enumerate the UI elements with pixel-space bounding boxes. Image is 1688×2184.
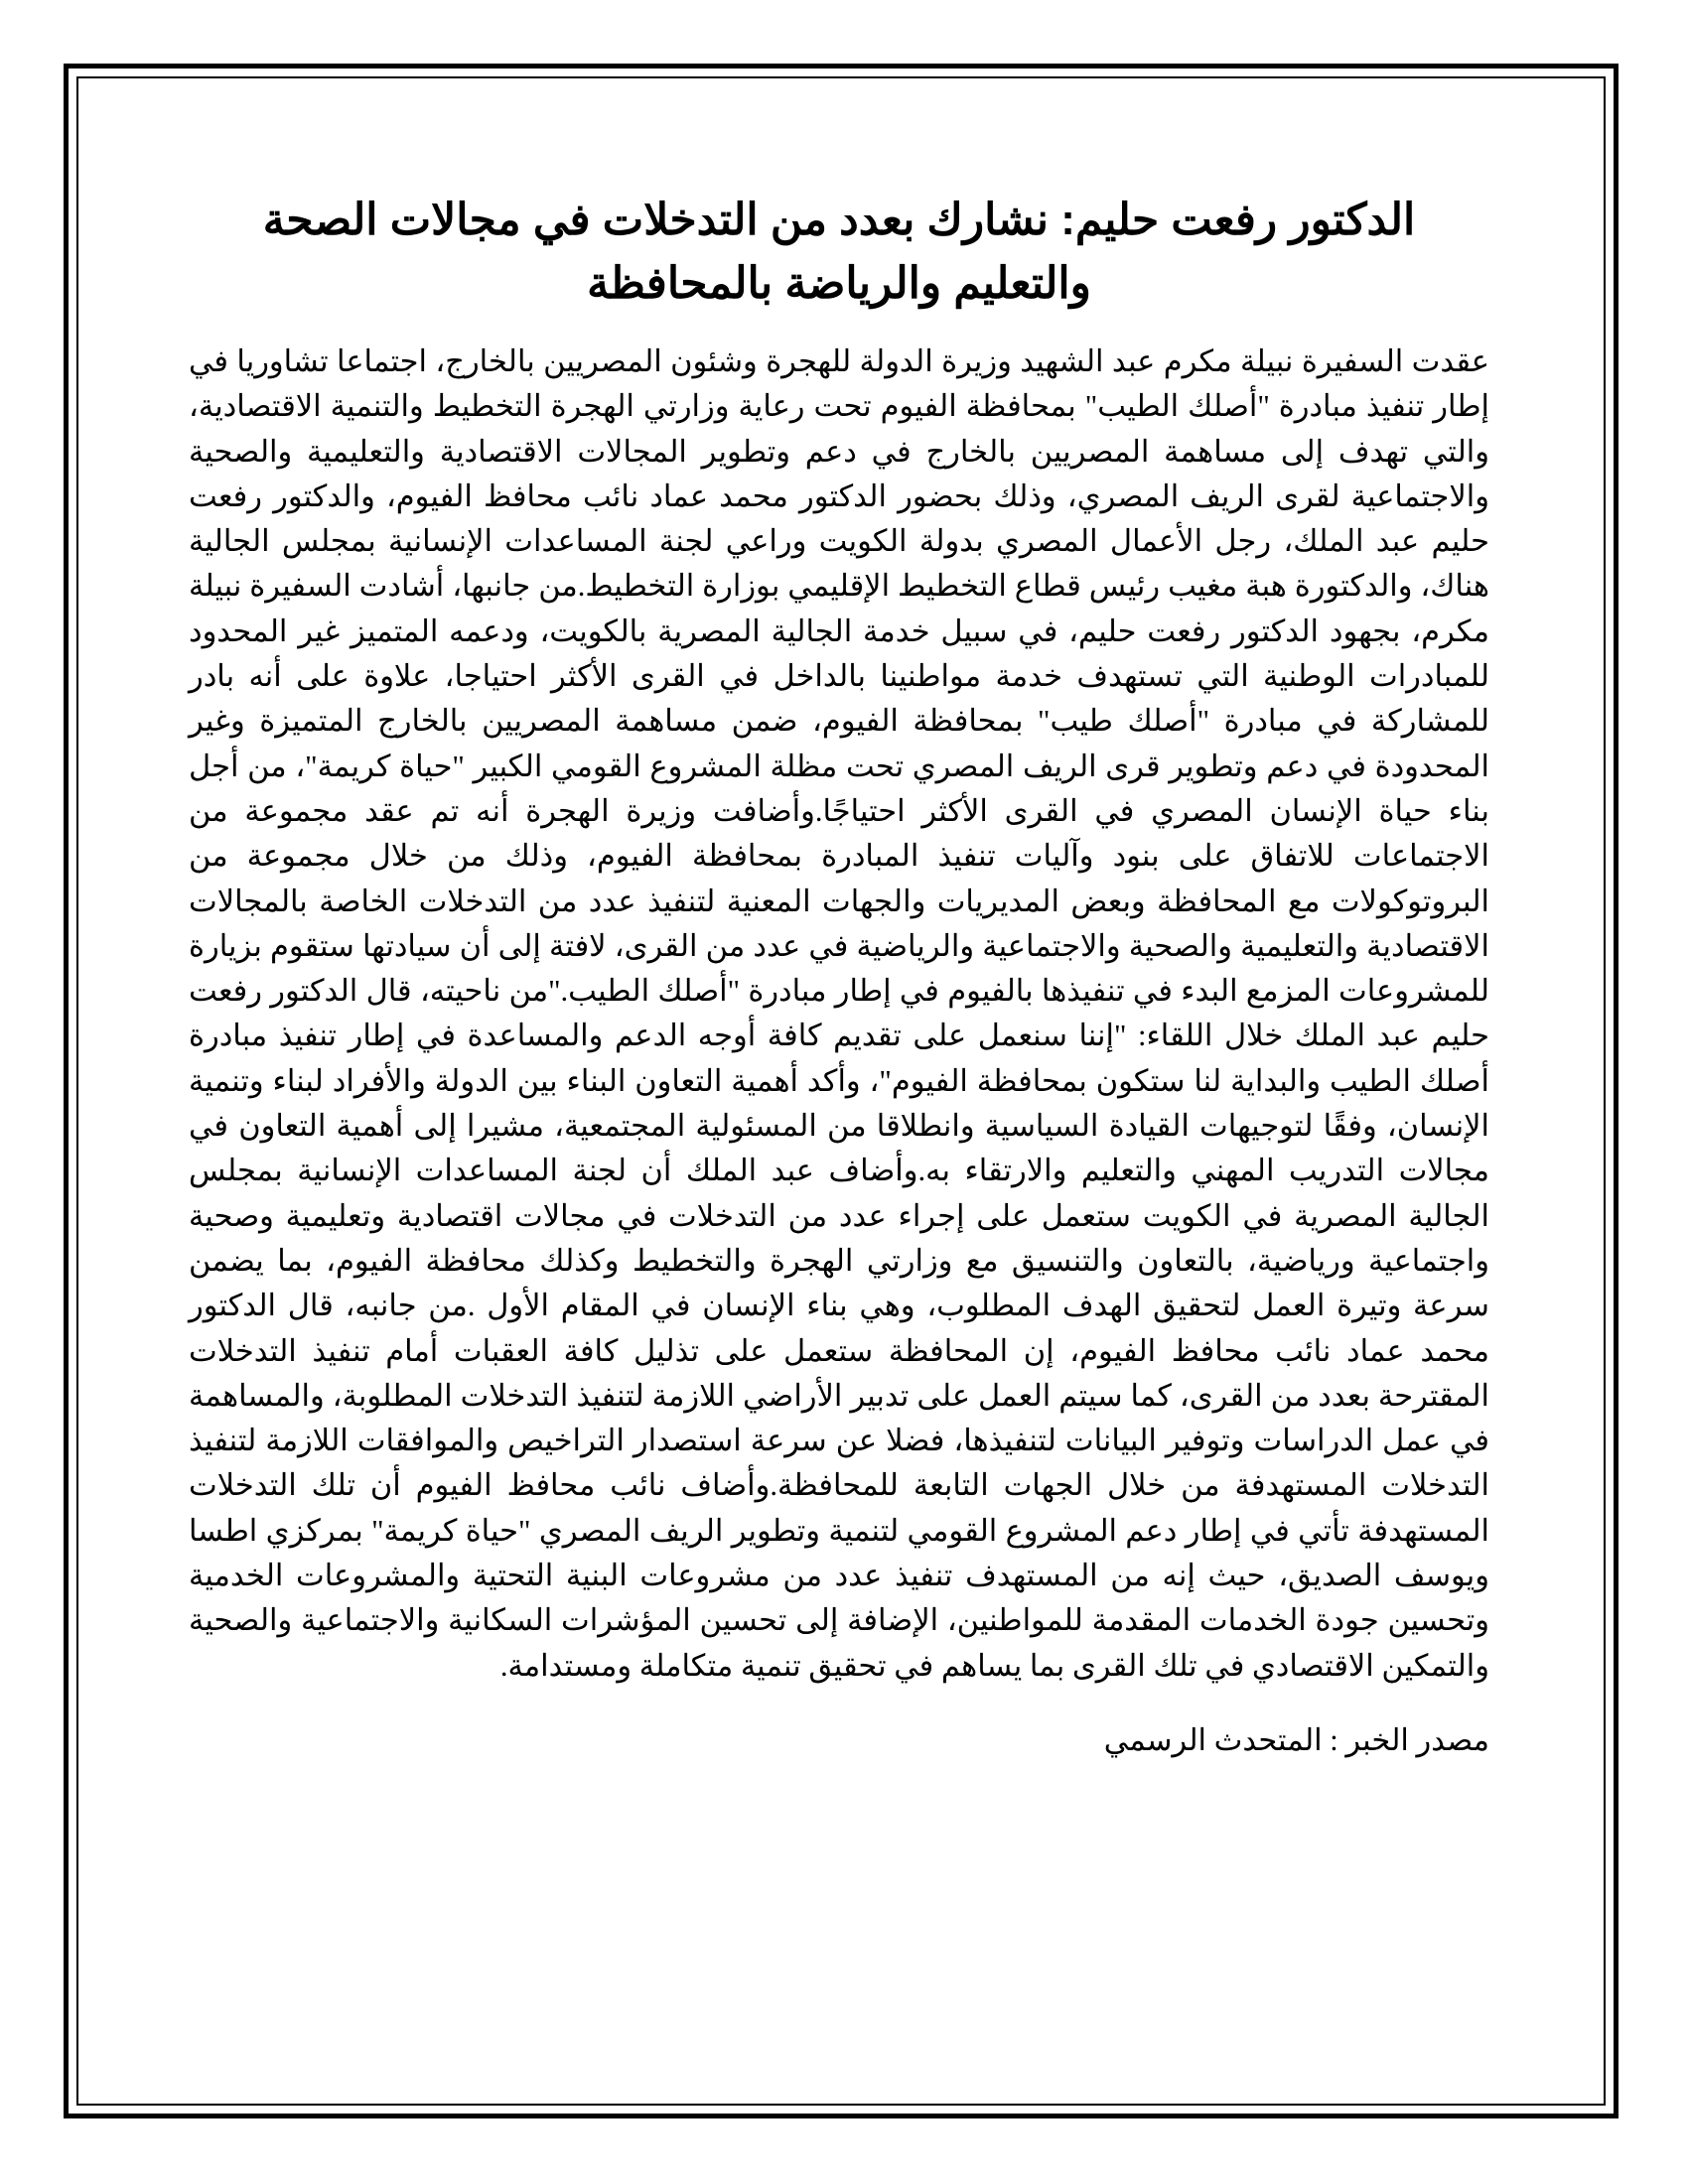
article — [189, 189, 1489, 1763]
news-source: مصدر الخبر : المتحدث الرسمي — [1103, 1722, 1489, 1757]
article-body: عقدت السفيرة نبيلة مكرم عبد الشهيد وزيرة الدولة للهجرة وشئون المصريين بالخارج، اجتماعا تشاوريا في إطار تنفيذ مبادرة "أصلك الطيب" بمحافظة الفيوم تحت رعاية وزارتي الهجرة التخطيط والتنمية الاقتصادية، والتي تهدف إلى مساهمة المصريين بالخارج في دعم وتطوير المجالات الاقتصادية والتعليمية والصحية والاجتماعية لقرى الريف المصري، وذلك بحضور الدكتور محمد عماد نائب محافظ الفيوم، والدكتور رفعت حليم عبد الملك، رجل الأعمال المصري بدولة الكويت وراعي لجنة المساعدات الإنسانية بمجلس الجالية هناك، والدكتورة هبة مغيب رئيس قطاع التخطيط الإقليمي بوزارة التخطيط.من جانبها، أشادت السفيرة نبيلة مكرم، بجهود الدكتور رفعت حليم، في سبيل خدمة الجالية المصرية بالكويت، ودعمه المتميز غير المحدود للمبادرات الوطنية التي تستهدف خدمة مواطنينا بالداخل في القرى الأكثر احتياجا، علاوة على أنه بادر للمشاركة في مبادرة "أصلك طيب" بمحافظة الفيوم، ضمن مساهمة المصريين بالخارج المتميزة وغير المحدودة في دعم وتطوير قرى الريف المصري تحت مظلة المشروع القومي الكبير "حياة كريمة"، من أجل بناء حياة الإنسان المصري في القرى الأكثر احتياجًا.وأضافت وزيرة الهجرة أنه تم عقد مجموعة من الاجتماعات للاتفاق على بنود وآليات تنفيذ المبادرة بمحافظة الفيوم، وذلك من خلال مجموعة من البروتوكولات مع المحافظة وبعض المديريات والجهات المعنية لتنفيذ عدد من التدخلات الخاصة بالمجالات الاقتصادية والتعليمية والصحية والاجتماعية والرياضية في عدد من القرى، لافتة إلى أن سيادتها ستقوم بزيارة للمشروعات المزمع البدء في تنفيذها بالفيوم في إطار مبادرة "أصلك الطيب."من ناحيته، قال الدكتور رفعت حليم عبد الملك خلال اللقاء: "إننا سنعمل على تقديم كافة أوجه الدعم والمساعدة في إطار تنفيذ مبادرة أصلك الطيب والبداية لنا ستكون بمحافظة الفيوم"، وأكد أهمية التعاون البناء بين الدولة والأفراد لبناء وتنمية الإنسان، وفقًا لتوجيهات القيادة السياسية وانطلاقا من المسئولية المجتمعية، مشيرا إلى أهمية التعاون في مجالات التدريب المهني والتعليم والارتقاء به.وأضاف عبد الملك أن لجنة المساعدات الإنسانية بمجلس الجالية المصرية في الكويت ستعمل على إجراء عدد من التدخلات في مجالات اقتصادية وتعليمية وصحية واجتماعية ورياضية، بالتعاون والتنسيق مع وزارتي الهجرة والتخطيط وكذلك محافظة الفيوم، بما يضمن سرعة وتيرة العمل لتحقيق الهدف المطلوب، وهي بناء الإنسان في المقام الأول .من جانبه، قال الدكتور محمد عماد نائب محافظ الفيوم، إن المحافظة ستعمل على تذليل كافة العقبات أمام تنفيذ التدخلات المقترحة بعدد من القرى، كما سيتم العمل على تدبير الأراضي اللازمة لتنفيذ التدخلات المطلوبة، والمساهمة في عمل الدراسات وتوفير البيانات لتنفيذها، فضلا عن سرعة استصدار التراخيص والموافقات اللازمة لتنفيذ التدخلات المستهدفة من خلال الجهات التابعة للمحافظة.وأضاف نائب محافظ الفيوم أن تلك التدخلات المستهدفة تأتي في إطار دعم المشروع القومي لتنمية وتطوير الريف المصري "حياة كريمة" بمركزي اطسا ويوسف الصديق، حيث إنه من المستهدف تنفيذ عدد من مشروعات البنية التحتية والمشروعات الخدمية وتحسين جودة الخدمات المقدمة للمواطنين، الإضافة إلى تحسين المؤشرات السكانية والاجتماعية والصحية والتمكين الاقتصادي في تلك القرى بما يساهم في تحقيق تنمية متكاملة ومستدامة. — [189, 344, 1490, 1683]
article-title: الدكتور رفعت حليم: نشارك بعدد من التدخلات في مجالات الصحة والتعليم والرياضة بالمحافظة — [262, 196, 1416, 308]
